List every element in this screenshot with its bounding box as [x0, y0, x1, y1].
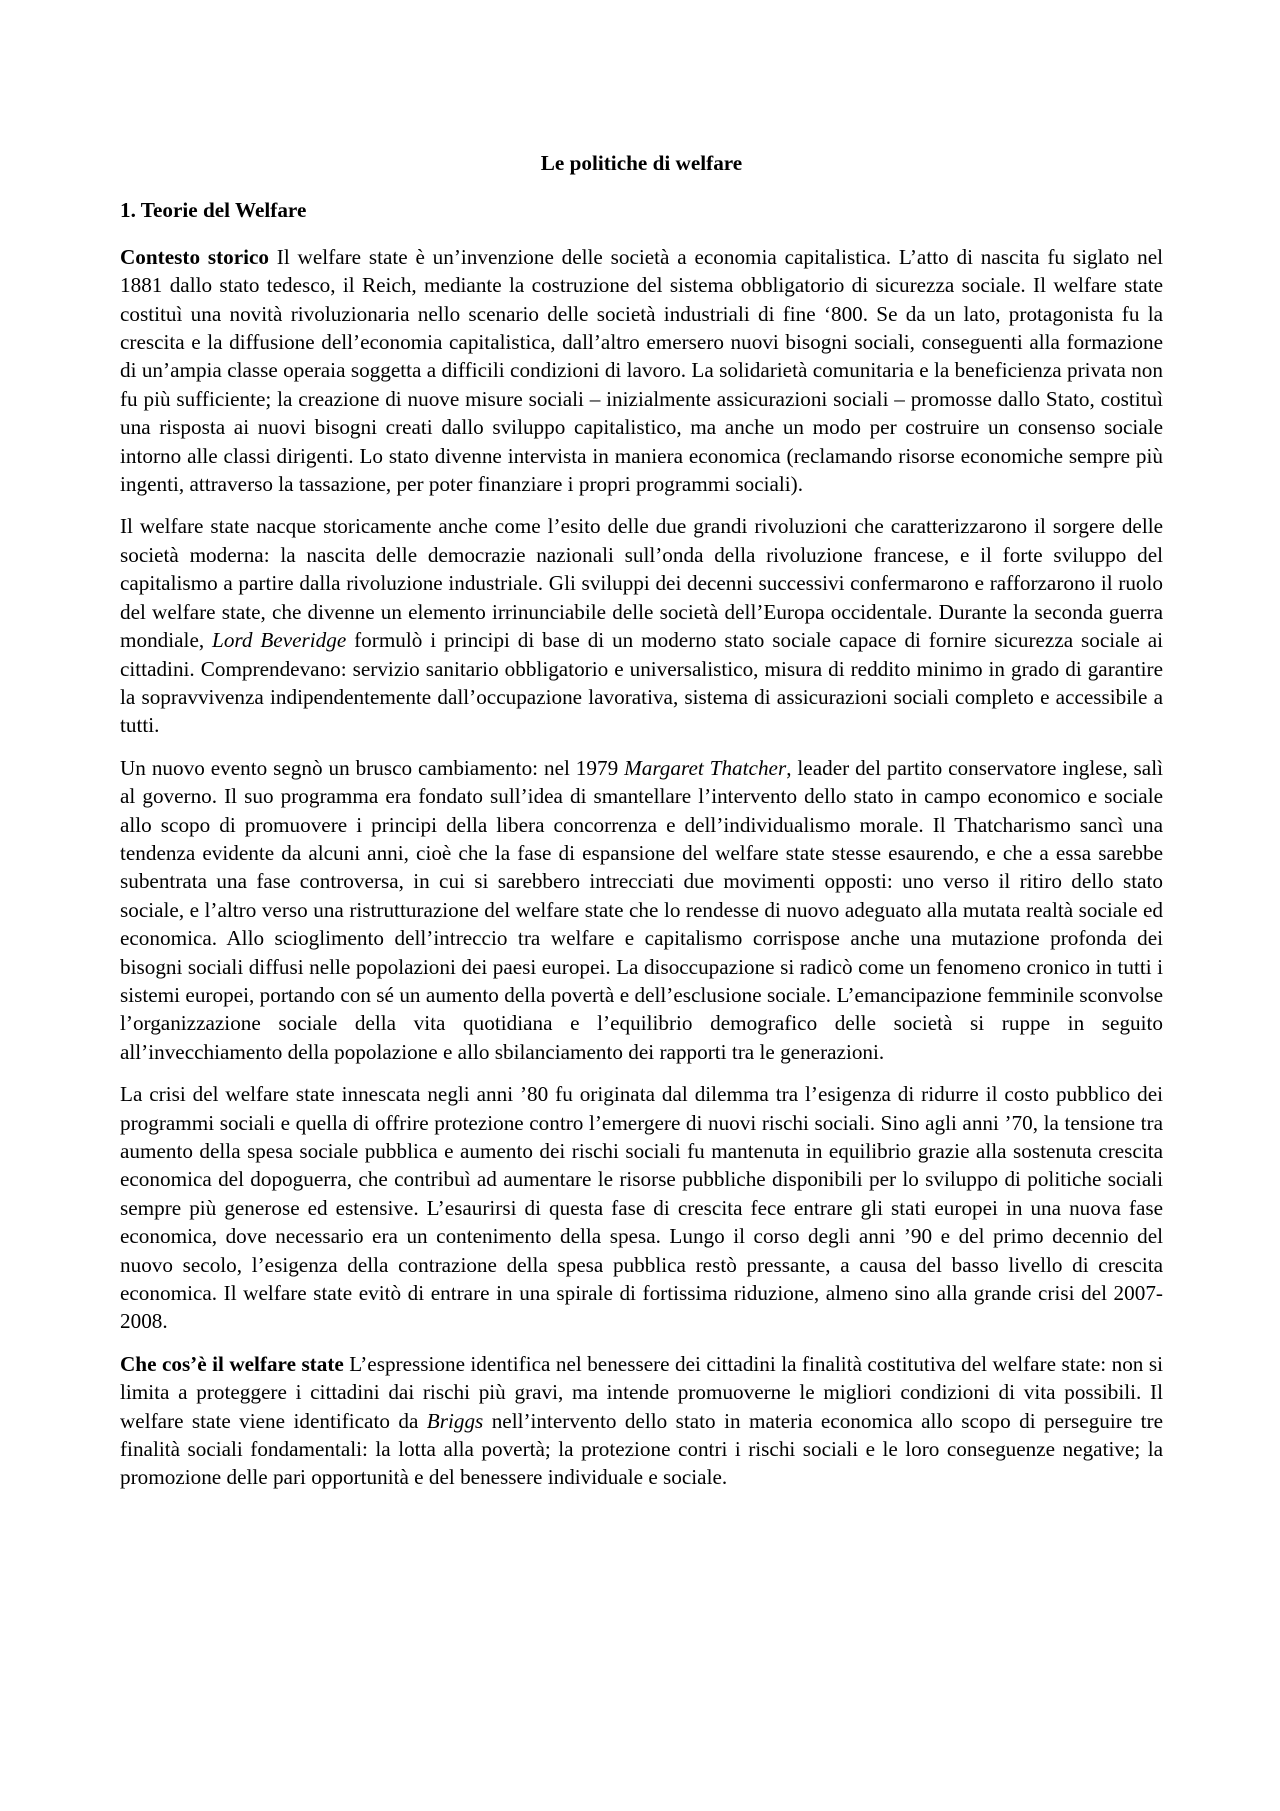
paragraph-text: Il welfare state nacque storicamente anche come l’esito delle due grandi rivoluzioni che caratterizzarono il sorgere delle società moderna: la nascita delle democrazie nazionali sull’onda della rivoluzione francese, e il forte sviluppo del capitalismo a partire dalla rivoluzione industriale. Gli sviluppi dei decenni successivi confermarono e rafforzarono il ruolo del welfare state, che divenne un elemento irrinunciabile delle società dell’Europa occidentale. Durante la seconda guerra mondiale,: [120, 514, 1163, 653]
paragraph-lead: Che cos’è il welfare state: [120, 1351, 344, 1376]
document-title: Le politiche di welfare: [540, 151, 743, 175]
paragraph-text: La crisi del welfare state innescata negli anni ’80 fu originata dal dilemma tra l’esigenza di ridurre il costo pubblico dei programmi sociali e quella di offrire protezione contro l’emergere di nuovi rischi sociali. Sino agli anni ’70, la tensione tra aumento della spesa sociale pubblica e aumento dei rischi sociali fu mantenuta in equilibrio grazie alla sostenuta crescita economica del dopoguerra, che contribuì ad aumentare le risorse pubbliche disponibili per lo sviluppo di politiche sociali sempre più generose ed estensive. L’esaurirsi di questa fase di crescita fece entrare gli stati europei in una nuova fase economica, dove necessario era un contenimento della spesa. Lungo il corso degli anni ’90 e del primo decennio del nuovo secolo, l’esigenza della contrazione della spesa pubblica restò pressante, a causa del basso livello di crescita economica. Il welfare state evitò di entrare in una spirale di fortissima riduzione, almeno sino alla grande crisi del 2007-2008.: [120, 1082, 1163, 1334]
paragraph-lead: Contesto storico: [120, 244, 270, 269]
paragraph-text: L’espressione identifica nel benessere dei cittadini la finalità costitutiva del welfare state: non si limita a proteggere i cittadini dai rischi più gravi, ma intende promuoverne le migliori condizioni di vita possibili. Il welfare state viene identificato da: [120, 1351, 1163, 1433]
paragraph-definizione: [120, 1350, 1163, 1492]
paragraph-text: nell’intervento dello stato in materia economica allo scopo di perseguire tre finalità sociali fondamentali: la lotta alla povertà; la protezione contri i rischi sociali e le loro conseguenze negative; la promozione delle pari opportunità e del benessere individuale e sociale.: [120, 1408, 1163, 1490]
emphasis-beveridge: Lord Beveridge: [212, 628, 347, 653]
paragraph-text: , leader del partito conservatore inglese, salì al governo. Il suo programma era fondato sull’idea di smantellare l’intervento dello stato in campo economico e sociale allo scopo di promuovere i principi della libera concorrenza e dell’individualismo morale. Il Thatcharismo sancì una tendenza evidente da alcuni anni, cioè che la fase di espansione del welfare state stesse esaurendo, e che a essa sarebbe subentrata una fase controversa, in cui si sarebbero intrecciati due movimenti opposti: uno verso il ritiro dello stato sociale, e l’altro verso una ristrutturazione del welfare state che lo rendesse di nuovo adeguato alla mutata realtà sociale ed economica. Allo scioglimento dell’intreccio tra welfare e capitalismo corrispose anche una mutazione profonda dei bisogni sociali diffusi nelle popolazioni dei paesi europei. La disoccupazione si radicò come un fenomeno cronico in tutti i sistemi europei, portando con sé un aumento della povertà e dell’esclusione sociale. L’emancipazione femminile sconvolse l’organizzazione sociale della vita quotidiana e l’equilibrio demografico delle società si ruppe in seguito all’invecchiamento della popolazione e allo sbilanciamento dei rapporti tra le generazioni.: [120, 755, 1163, 1064]
paragraph-contesto-storico: [120, 243, 1163, 499]
paragraph-crisi: [120, 1080, 1163, 1336]
section-heading: 1. Teorie del Welfare: [120, 198, 307, 223]
paragraph-text: Il welfare state è un’invenzione delle società a economia capitalistica. L’atto di nascita fu siglato nel 1881 dallo stato tedesco, il Reich, mediante la costruzione del sistema obbligatorio di sicurezza sociale. Il welfare state costituì una novità rivoluzionaria nello scenario delle società industriali di fine ‘800. Se da un lato, protagonista fu la crescita e la diffusione dell’economia capitalistica, dall’altro emersero nuovi bisogni sociali, conseguenti alla formazione di un’ampia classe operaia soggetta a difficili condizioni di lavoro. La solidarietà comunitaria e la beneficienza privata non fu più sufficiente; la creazione di nuove misure sociali – inizialmente assicurazioni sociali – promosse dallo Stato, costituì una risposta ai nuovi bisogni creati dallo sviluppo capitalistico, ma anche un modo per costruire un consenso sociale intorno alle classi dirigenti. Lo stato divenne intervista in maniera economica (reclamando risorse economiche sempre più ingenti, attraverso la tassazione, per poter finanziare i propri programmi sociali).: [120, 244, 1163, 497]
paragraph-origini: [120, 512, 1163, 739]
paragraph-text: formulò i principi di base di un moderno stato sociale capace di fornire sicurezza sociale ai cittadini. Comprendevano: servizio sanitario obbligatorio e universalistico, misura di reddito minimo in grado di garantire la sopravvivenza indipendentemente dall’occupazione lavorativa, sistema di assicurazioni sociali completo e accessibile a tutti.: [120, 628, 1164, 738]
paragraph-thatcher: [120, 754, 1163, 1066]
paragraph-text: Un nuovo evento segnò un brusco cambiamento: nel 1979: [120, 755, 625, 780]
emphasis-thatcher: Margaret Thatcher: [624, 755, 787, 780]
emphasis-briggs: Briggs: [426, 1408, 484, 1433]
document-body: [120, 149, 1163, 1506]
